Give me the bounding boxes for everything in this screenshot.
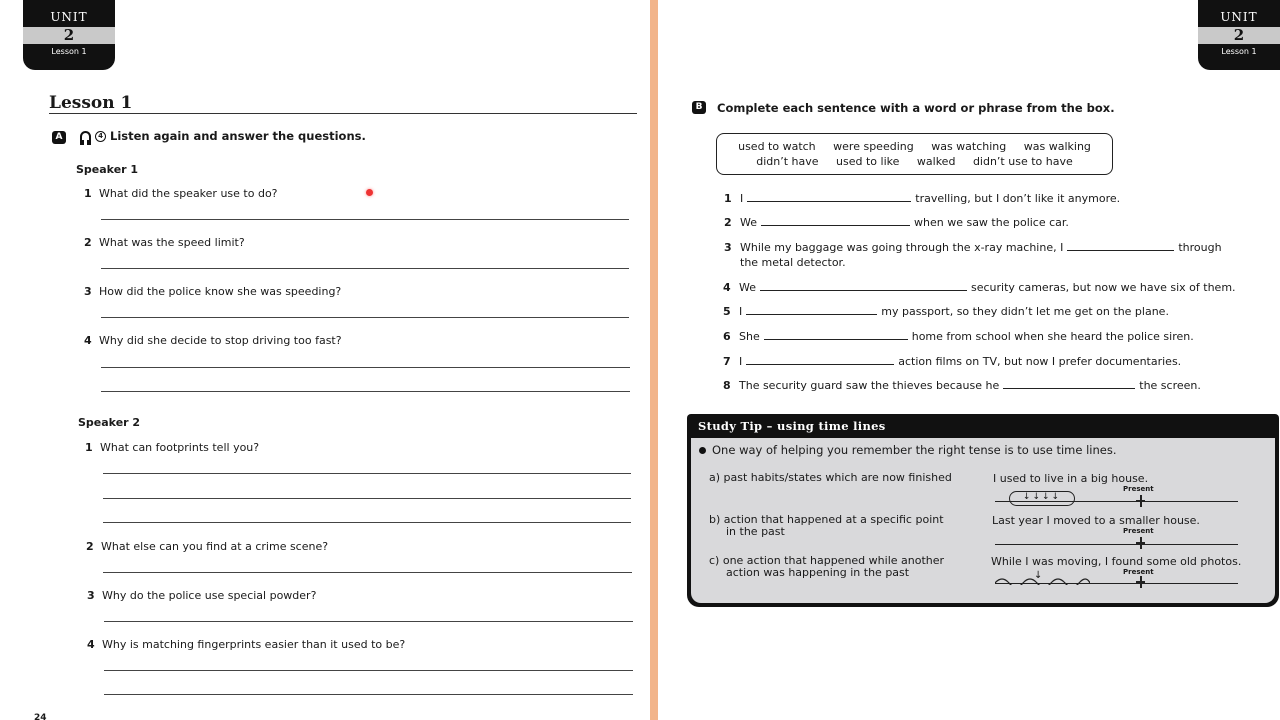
answer-line[interactable] bbox=[103, 498, 631, 499]
sentence-end: my passport, so they didn’t let me get on the plane. bbox=[881, 305, 1169, 318]
habit-oval: ↓↓↓↓ bbox=[1009, 491, 1075, 506]
sentence-number: 1 bbox=[724, 192, 732, 205]
fill-blank[interactable] bbox=[764, 330, 908, 340]
sentence-4 bbox=[723, 281, 1236, 294]
word-box bbox=[716, 133, 1113, 175]
answer-line[interactable] bbox=[104, 694, 633, 695]
sentence-end: security cameras, but now we have six of them. bbox=[971, 281, 1236, 294]
book-gutter bbox=[650, 0, 658, 720]
answer-line[interactable] bbox=[103, 473, 631, 474]
tip-row-letter: b) bbox=[709, 513, 721, 526]
fill-blank[interactable] bbox=[760, 281, 967, 291]
answer-line[interactable] bbox=[101, 391, 630, 392]
tip-example-c: While I was moving, I found some old photos. bbox=[991, 555, 1242, 568]
sentence-2 bbox=[724, 216, 1069, 229]
sentence-start: We bbox=[740, 216, 757, 229]
question-text: How did the police know she was speeding? bbox=[99, 285, 342, 298]
tip-example-b: Last year I moved to a smaller house. bbox=[992, 514, 1200, 527]
question-number: 4 bbox=[87, 638, 95, 651]
speaker1-question-4 bbox=[84, 334, 342, 347]
word-option: used to like bbox=[836, 155, 900, 168]
sentence-number: 5 bbox=[723, 305, 731, 318]
question-text: Why is matching fingerprints easier than it used to be? bbox=[102, 638, 406, 651]
title-rule bbox=[49, 113, 637, 114]
answer-line[interactable] bbox=[103, 522, 631, 523]
tip-example-a: I used to live in a big house. bbox=[993, 472, 1149, 485]
word-option: was watching bbox=[931, 140, 1007, 153]
sentence-number: 7 bbox=[723, 355, 731, 368]
study-tip-lead bbox=[699, 443, 1117, 457]
speaker1-question-2 bbox=[84, 236, 245, 249]
sentence-end: through bbox=[1178, 241, 1222, 254]
fill-blank[interactable] bbox=[761, 216, 910, 226]
tip-row-description: one action that happened while another bbox=[722, 554, 945, 567]
unit-lesson-label: Lesson 1 bbox=[1221, 47, 1257, 56]
sentence-start: The security guard saw the thieves because he bbox=[739, 379, 1000, 392]
question-number: 3 bbox=[87, 589, 95, 602]
question-text: Why do the police use special powder? bbox=[102, 589, 317, 602]
unit-number: 2 bbox=[1198, 27, 1280, 44]
sentence-number: 2 bbox=[724, 216, 732, 229]
sentence-end: when we saw the police car. bbox=[914, 216, 1069, 229]
sentence-5 bbox=[723, 305, 1169, 318]
question-text: What can footprints tell you? bbox=[100, 441, 260, 454]
question-number: 1 bbox=[85, 441, 93, 454]
speaker1-label: Speaker 1 bbox=[76, 163, 139, 176]
present-marker-tick bbox=[1136, 500, 1145, 502]
sentence-number: 8 bbox=[723, 379, 731, 392]
fill-blank[interactable] bbox=[1067, 241, 1174, 251]
word-box-row-2 bbox=[717, 154, 1112, 169]
word-option: used to watch bbox=[738, 140, 816, 153]
tip-row-a bbox=[709, 472, 979, 484]
word-box-row-1 bbox=[717, 139, 1112, 154]
answer-line[interactable] bbox=[104, 621, 633, 622]
timeline-b bbox=[995, 544, 1238, 545]
study-tip-title: Study Tip – using time lines bbox=[698, 419, 886, 433]
sentence-8 bbox=[723, 379, 1201, 392]
headphones-icon bbox=[80, 131, 91, 142]
question-number: 3 bbox=[84, 285, 92, 298]
sentence-start: I bbox=[740, 192, 744, 205]
tip-row-b bbox=[709, 514, 979, 538]
unit-label: UNIT bbox=[50, 10, 88, 24]
answer-line[interactable] bbox=[104, 670, 633, 671]
tip-row-description-2: in the past bbox=[726, 525, 785, 538]
fill-blank[interactable] bbox=[747, 192, 911, 202]
speaker1-question-3 bbox=[84, 285, 341, 298]
unit-lesson-label: Lesson 1 bbox=[51, 47, 87, 56]
bullet-icon bbox=[699, 447, 706, 454]
fill-blank[interactable] bbox=[746, 305, 877, 315]
sentence-6 bbox=[723, 330, 1194, 343]
sentence-1 bbox=[724, 192, 1120, 205]
section-a-instruction-text: Listen again and answer the questions. bbox=[110, 129, 366, 143]
speaker2-question-2 bbox=[86, 540, 328, 553]
tip-row-letter: a) bbox=[709, 471, 721, 484]
sentence-end: home from school when she heard the police siren. bbox=[911, 330, 1194, 343]
sentence-end: the screen. bbox=[1139, 379, 1201, 392]
sentence-number: 3 bbox=[724, 241, 732, 254]
question-number: 4 bbox=[84, 334, 92, 347]
present-label: Present bbox=[1123, 527, 1154, 535]
sentence-3-line-2: the metal detector. bbox=[740, 256, 846, 269]
sentence-start: We bbox=[739, 281, 756, 294]
lesson-title: Lesson 1 bbox=[49, 93, 133, 113]
section-a-badge: A bbox=[52, 131, 66, 144]
fill-blank[interactable] bbox=[746, 355, 894, 365]
section-b-badge: B bbox=[692, 101, 706, 114]
answer-line[interactable] bbox=[101, 367, 630, 368]
word-option: walked bbox=[916, 155, 956, 168]
question-text: What else can you find at a crime scene? bbox=[101, 540, 329, 553]
answer-line[interactable] bbox=[101, 219, 629, 220]
tip-row-c bbox=[709, 555, 979, 579]
speaker2-label: Speaker 2 bbox=[78, 416, 141, 429]
question-number: 1 bbox=[84, 187, 92, 200]
cursor-marker bbox=[366, 189, 373, 196]
sentence-start: I bbox=[739, 305, 743, 318]
section-b-instruction: Complete each sentence with a word or phrase from the box. bbox=[717, 101, 1115, 115]
sentence-number: 4 bbox=[723, 281, 731, 294]
word-option: were speeding bbox=[833, 140, 914, 153]
word-option: was walking bbox=[1023, 140, 1091, 153]
tip-row-description: action that happened at a specific point bbox=[723, 513, 944, 526]
present-label: Present bbox=[1123, 485, 1154, 493]
tip-row-letter: c) bbox=[709, 554, 720, 567]
tip-row-description-2: action was happening in the past bbox=[726, 566, 910, 579]
sentence-start: I bbox=[739, 355, 743, 368]
present-marker-tick bbox=[1136, 581, 1145, 583]
tip-row-description: past habits/states which are now finished bbox=[723, 471, 952, 484]
unit-tab-right bbox=[1198, 0, 1280, 70]
speaker2-question-1 bbox=[85, 441, 259, 454]
unit-number: 2 bbox=[23, 27, 115, 44]
question-number: 2 bbox=[84, 236, 92, 249]
event-arrow: ↓ bbox=[1034, 570, 1043, 581]
sentence-end: action films on TV, but now I prefer documentaries. bbox=[898, 355, 1182, 368]
sentence-7 bbox=[723, 355, 1181, 368]
sentence-3 bbox=[724, 241, 1222, 254]
page-number: 24 bbox=[34, 713, 47, 720]
question-text: What was the speed limit? bbox=[99, 236, 245, 249]
answer-line[interactable] bbox=[101, 317, 629, 318]
present-marker-tick bbox=[1136, 542, 1145, 544]
answer-line[interactable] bbox=[103, 572, 632, 573]
word-option: didn’t have bbox=[756, 155, 819, 168]
sentence-number: 6 bbox=[723, 330, 731, 343]
sentence-start: She bbox=[739, 330, 760, 343]
section-a-instruction bbox=[80, 129, 366, 143]
speaker2-question-3 bbox=[87, 589, 316, 602]
cd-track-icon: 4 bbox=[95, 131, 106, 142]
word-option: didn’t use to have bbox=[972, 155, 1073, 168]
question-number: 2 bbox=[86, 540, 94, 553]
answer-line[interactable] bbox=[101, 268, 629, 269]
sentence-end: travelling, but I don’t like it anymore. bbox=[915, 192, 1121, 205]
present-label: Present bbox=[1123, 568, 1154, 576]
wavy-progressive-line bbox=[995, 573, 1090, 585]
speaker1-question-1 bbox=[84, 187, 278, 200]
speaker2-question-4 bbox=[87, 638, 405, 651]
unit-label: UNIT bbox=[1220, 10, 1258, 24]
sentence-start: While my baggage was going through the x-ray machine, I bbox=[740, 241, 1064, 254]
unit-tab-left bbox=[23, 0, 115, 70]
fill-blank[interactable] bbox=[1003, 379, 1135, 389]
question-text: Why did she decide to stop driving too fast? bbox=[99, 334, 342, 347]
study-tip-lead-text: One way of helping you remember the right tense is to use time lines. bbox=[712, 443, 1117, 457]
question-text: What did the speaker use to do? bbox=[99, 187, 278, 200]
